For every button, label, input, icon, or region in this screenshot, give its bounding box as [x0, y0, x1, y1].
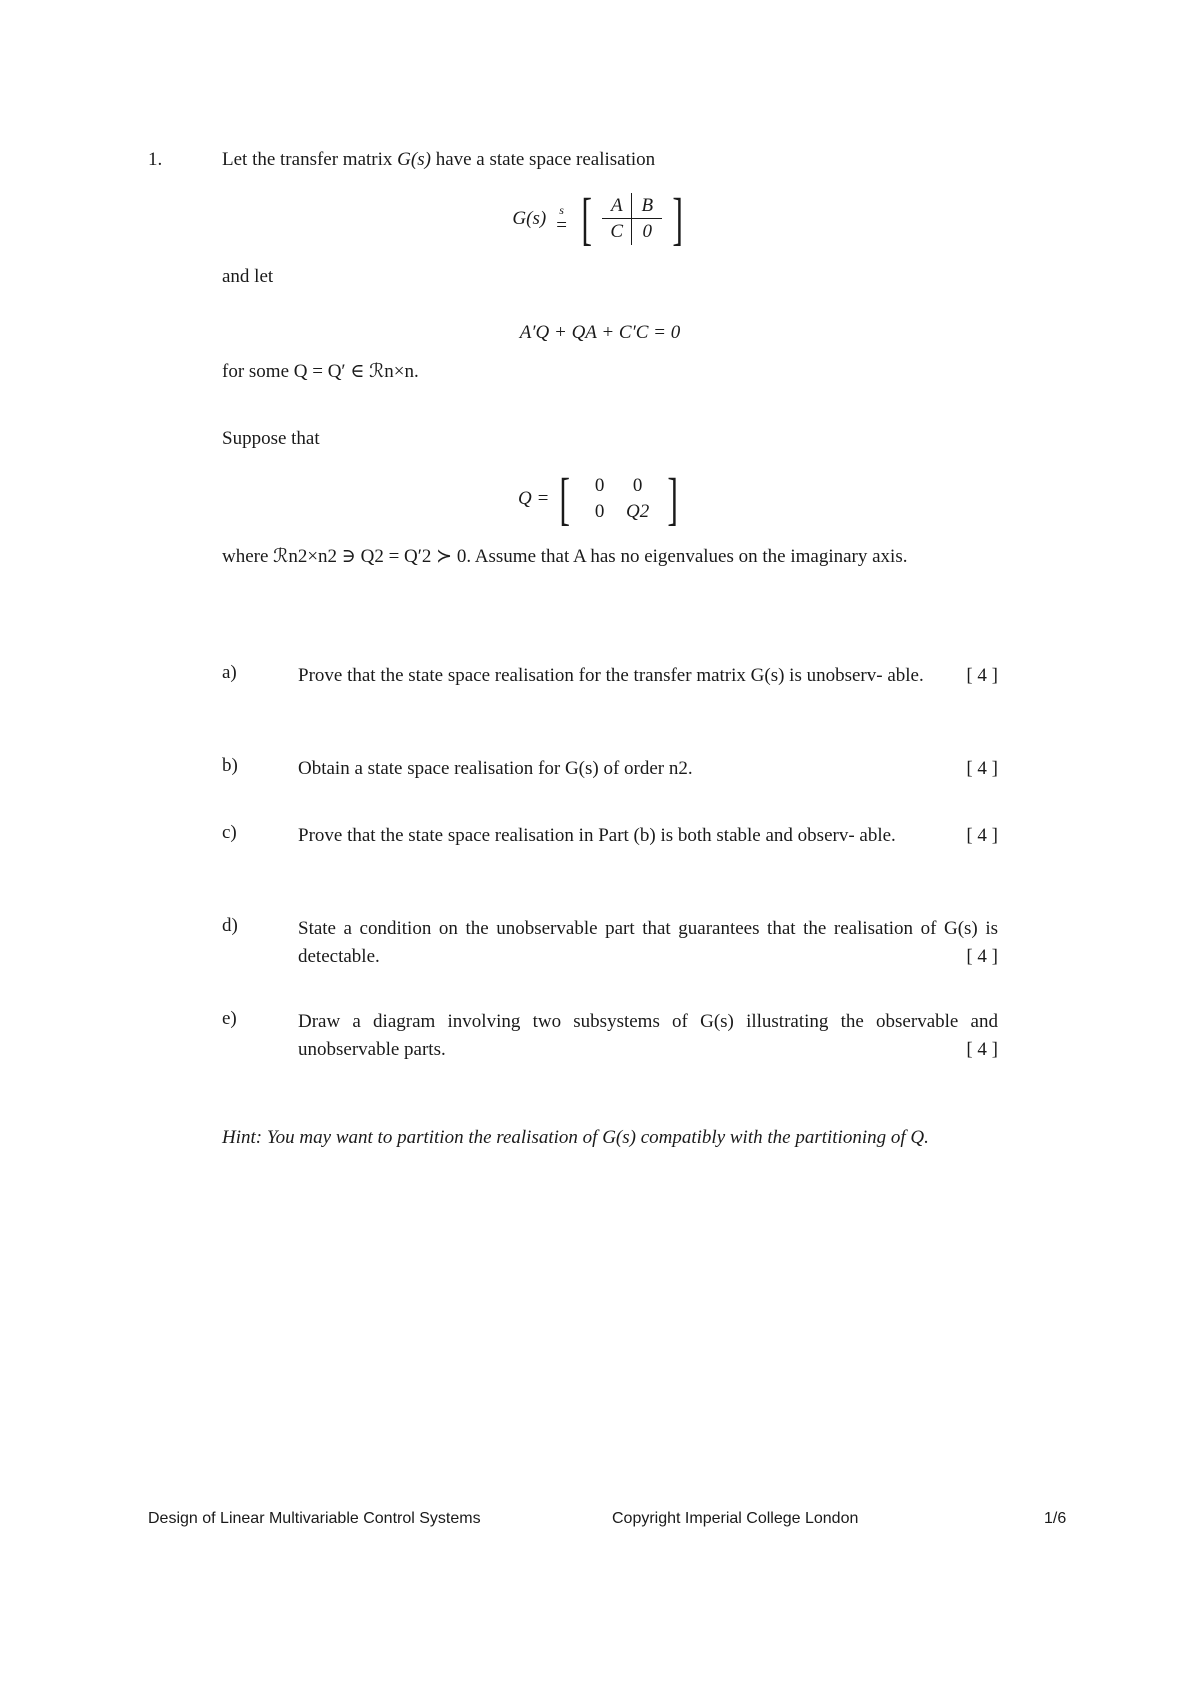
where-text: where ℛn2×n2 ∋ Q2 = Q′2 ≻ 0. Assume that A has no eigenvalues on the imaginary axis. — [222, 546, 908, 567]
hint-text: Hint: You may want to partition the realisation of G(s) compatibly with the partitioning of Q. — [222, 1127, 929, 1148]
part-e — [222, 1008, 998, 1068]
q21: 0 — [594, 501, 605, 522]
part-c-text: Prove that the state space realisation in Part (b) is both stable and observ- able. — [298, 825, 896, 846]
part-b-label: b) — [222, 755, 238, 776]
and-let-text: and let — [222, 266, 274, 287]
part-d-marks: [ 4 ] — [966, 946, 998, 967]
realisation-matrix — [602, 193, 662, 245]
part-d-body — [298, 915, 998, 971]
q12: 0 — [632, 475, 643, 496]
q22: Q2 — [626, 501, 650, 522]
part-b — [222, 755, 998, 787]
suppose-text: Suppose that — [222, 428, 320, 449]
intro-post: have a state space realisation — [435, 149, 656, 170]
defeq-symbol: s = — [556, 202, 567, 236]
part-c — [222, 822, 998, 882]
part-d-text: State a condition on the unobservable part that guarantees that the realisation of G(s) is detectable. — [298, 918, 998, 967]
part-e-text: Draw a diagram involving two subsystems of G(s) illustrating the observable and unobservable parts. — [298, 1011, 998, 1060]
question-intro — [222, 149, 655, 171]
matrix-D: 0 — [642, 221, 652, 242]
part-b-body — [298, 755, 998, 783]
for-some-text: for some Q = Q′ ∈ ℛn×n. — [222, 361, 419, 382]
question-number: 1. — [148, 149, 163, 170]
part-d — [222, 915, 998, 975]
intro-gs: G(s) — [397, 149, 431, 170]
matrix-A: A — [602, 193, 632, 219]
part-a — [222, 662, 998, 722]
footer-page-number: 1/6 — [1044, 1510, 1067, 1527]
part-e-marks: [ 4 ] — [966, 1039, 998, 1060]
q11: 0 — [594, 475, 605, 496]
part-b-marks: [ 4 ] — [966, 758, 998, 779]
part-e-label: e) — [222, 1008, 237, 1029]
realisation-lhs: G(s) — [512, 208, 547, 229]
part-a-marks: [ 4 ] — [966, 665, 998, 686]
part-e-body — [298, 1008, 998, 1064]
q-matrix-equation: Q = [ 0 0 0 Q2 ] — [518, 466, 678, 531]
lyapunov-equation: A′Q + QA + C′C = 0 — [519, 322, 681, 343]
part-b-text: Obtain a state space realisation for G(s) of order n2. — [298, 758, 693, 779]
q-matrix-lhs: Q = — [518, 488, 550, 509]
part-a-text: Prove that the state space realisation for the transfer matrix G(s) is unobserv- able. — [298, 665, 924, 686]
part-c-body — [298, 822, 998, 850]
footer-copyright: Copyright Imperial College London — [612, 1510, 859, 1527]
matrix-C: C — [602, 219, 632, 245]
footer-course: Design of Linear Multivariable Control Systems — [148, 1510, 481, 1527]
intro-pre: Let the transfer matrix — [222, 149, 393, 170]
q-matrix — [581, 473, 657, 525]
part-a-body — [298, 662, 998, 690]
part-c-marks: [ 4 ] — [966, 825, 998, 846]
defeq-s: s — [559, 202, 564, 217]
matrix-B: B — [632, 193, 662, 219]
part-d-label: d) — [222, 915, 238, 936]
realisation-equation: G(s) s = [ A B C 0 ] — [512, 186, 684, 251]
part-c-label: c) — [222, 822, 237, 843]
part-a-label: a) — [222, 662, 237, 683]
